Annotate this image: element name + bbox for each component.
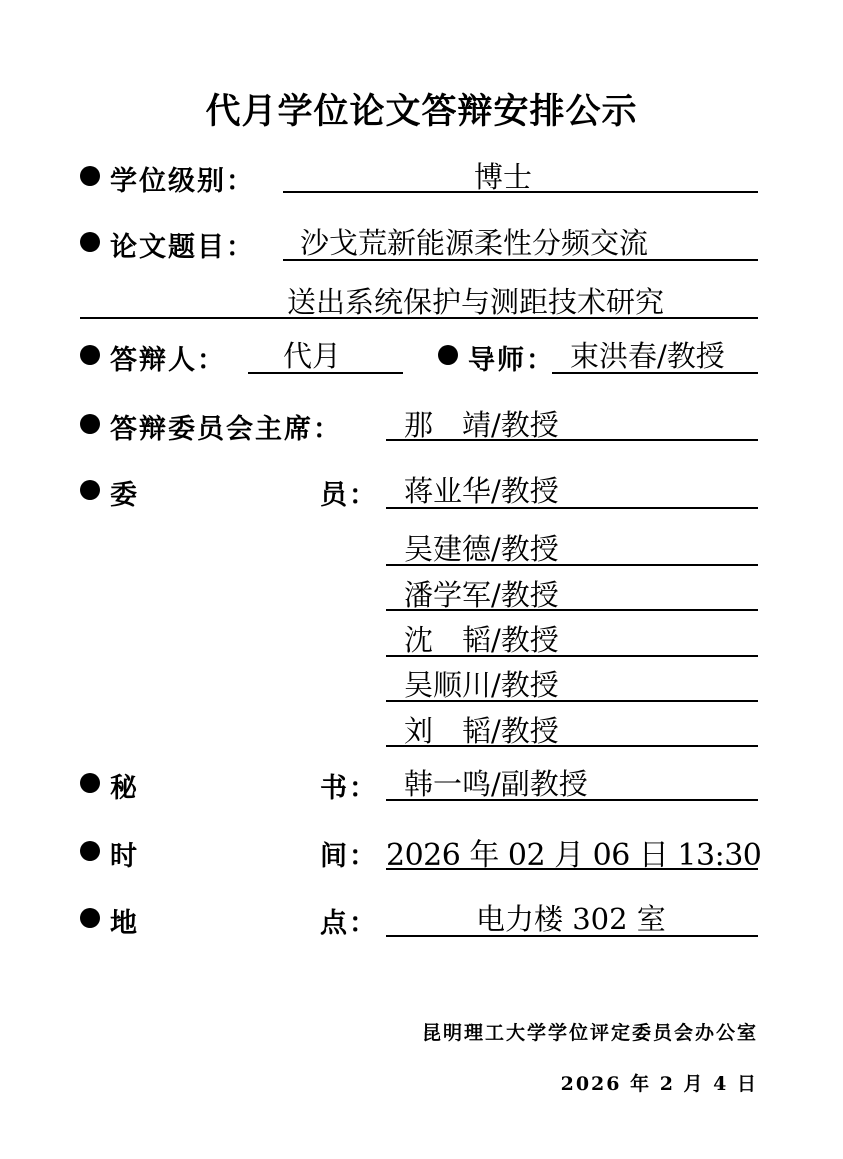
page-title: 代月学位论文答辩安排公示 <box>205 92 638 132</box>
member-underline <box>386 655 758 657</box>
place-label-left: 地 <box>110 908 139 939</box>
issue-date: 2026 年 2 月 4 日 <box>560 1073 758 1095</box>
time-value: 2026 年 02 月 06 日 13:30 <box>386 838 762 873</box>
bullet-icon <box>80 166 100 186</box>
defender-underline <box>248 372 403 374</box>
member-name: 潘学军/教授 <box>404 578 559 612</box>
issuing-office: 昆明理工大学学位评定委员会办公室 <box>421 1022 758 1044</box>
member-name: 蒋业华/教授 <box>404 474 559 508</box>
member-underline <box>386 507 758 509</box>
members-label-left: 委 <box>110 480 139 511</box>
time-label-left: 时 <box>110 841 139 872</box>
member-underline <box>386 745 758 747</box>
advisor-value: 束洪春/教授 <box>570 339 725 373</box>
thesis-title-line-1: 沙戈荒新能源柔性分频交流 <box>300 226 649 260</box>
secretary-underline <box>386 799 758 801</box>
bullet-icon <box>80 232 100 252</box>
place-value: 电力楼 302 室 <box>476 902 666 936</box>
thesis-title-line-2: 送出系统保护与测距技术研究 <box>287 285 665 319</box>
members-label-right: 员： <box>320 480 378 511</box>
member-name: 刘 韬/教授 <box>404 714 559 748</box>
member-name: 吴建德/教授 <box>404 532 559 566</box>
degree-value: 博士 <box>474 160 533 194</box>
defender-label: 答辩人： <box>110 345 226 376</box>
bullet-icon <box>80 841 100 861</box>
bullet-icon <box>80 414 100 434</box>
bullet-icon <box>80 773 100 793</box>
member-underline <box>386 564 758 566</box>
member-name: 沈 韬/教授 <box>404 623 559 657</box>
member-underline <box>386 609 758 611</box>
advisor-label: 导师： <box>468 345 555 376</box>
chair-label: 答辩委员会主席： <box>110 414 342 445</box>
thesis-label: 论文题目： <box>110 232 255 263</box>
secretary-label-left: 秘 <box>110 773 139 804</box>
chair-underline <box>386 439 758 441</box>
place-underline <box>386 935 758 937</box>
thesis-underline-1 <box>283 259 758 261</box>
bullet-icon <box>80 908 100 928</box>
bullet-icon <box>80 480 100 500</box>
secretary-label-right: 书： <box>320 773 378 804</box>
member-underline <box>386 700 758 702</box>
place-label-right: 点： <box>320 908 378 939</box>
degree-underline <box>283 191 758 193</box>
time-label-right: 间： <box>320 841 378 872</box>
defender-value: 代月 <box>283 339 342 373</box>
chair-value: 那 靖/教授 <box>404 408 559 442</box>
degree-label: 学位级别： <box>110 166 255 197</box>
member-name: 吴顺川/教授 <box>404 668 559 702</box>
thesis-underline-2 <box>80 317 758 319</box>
time-underline <box>386 868 758 870</box>
bullet-icon <box>438 345 458 365</box>
bullet-icon <box>80 345 100 365</box>
secretary-value: 韩一鸣/副教授 <box>404 767 588 801</box>
advisor-underline <box>552 372 758 374</box>
